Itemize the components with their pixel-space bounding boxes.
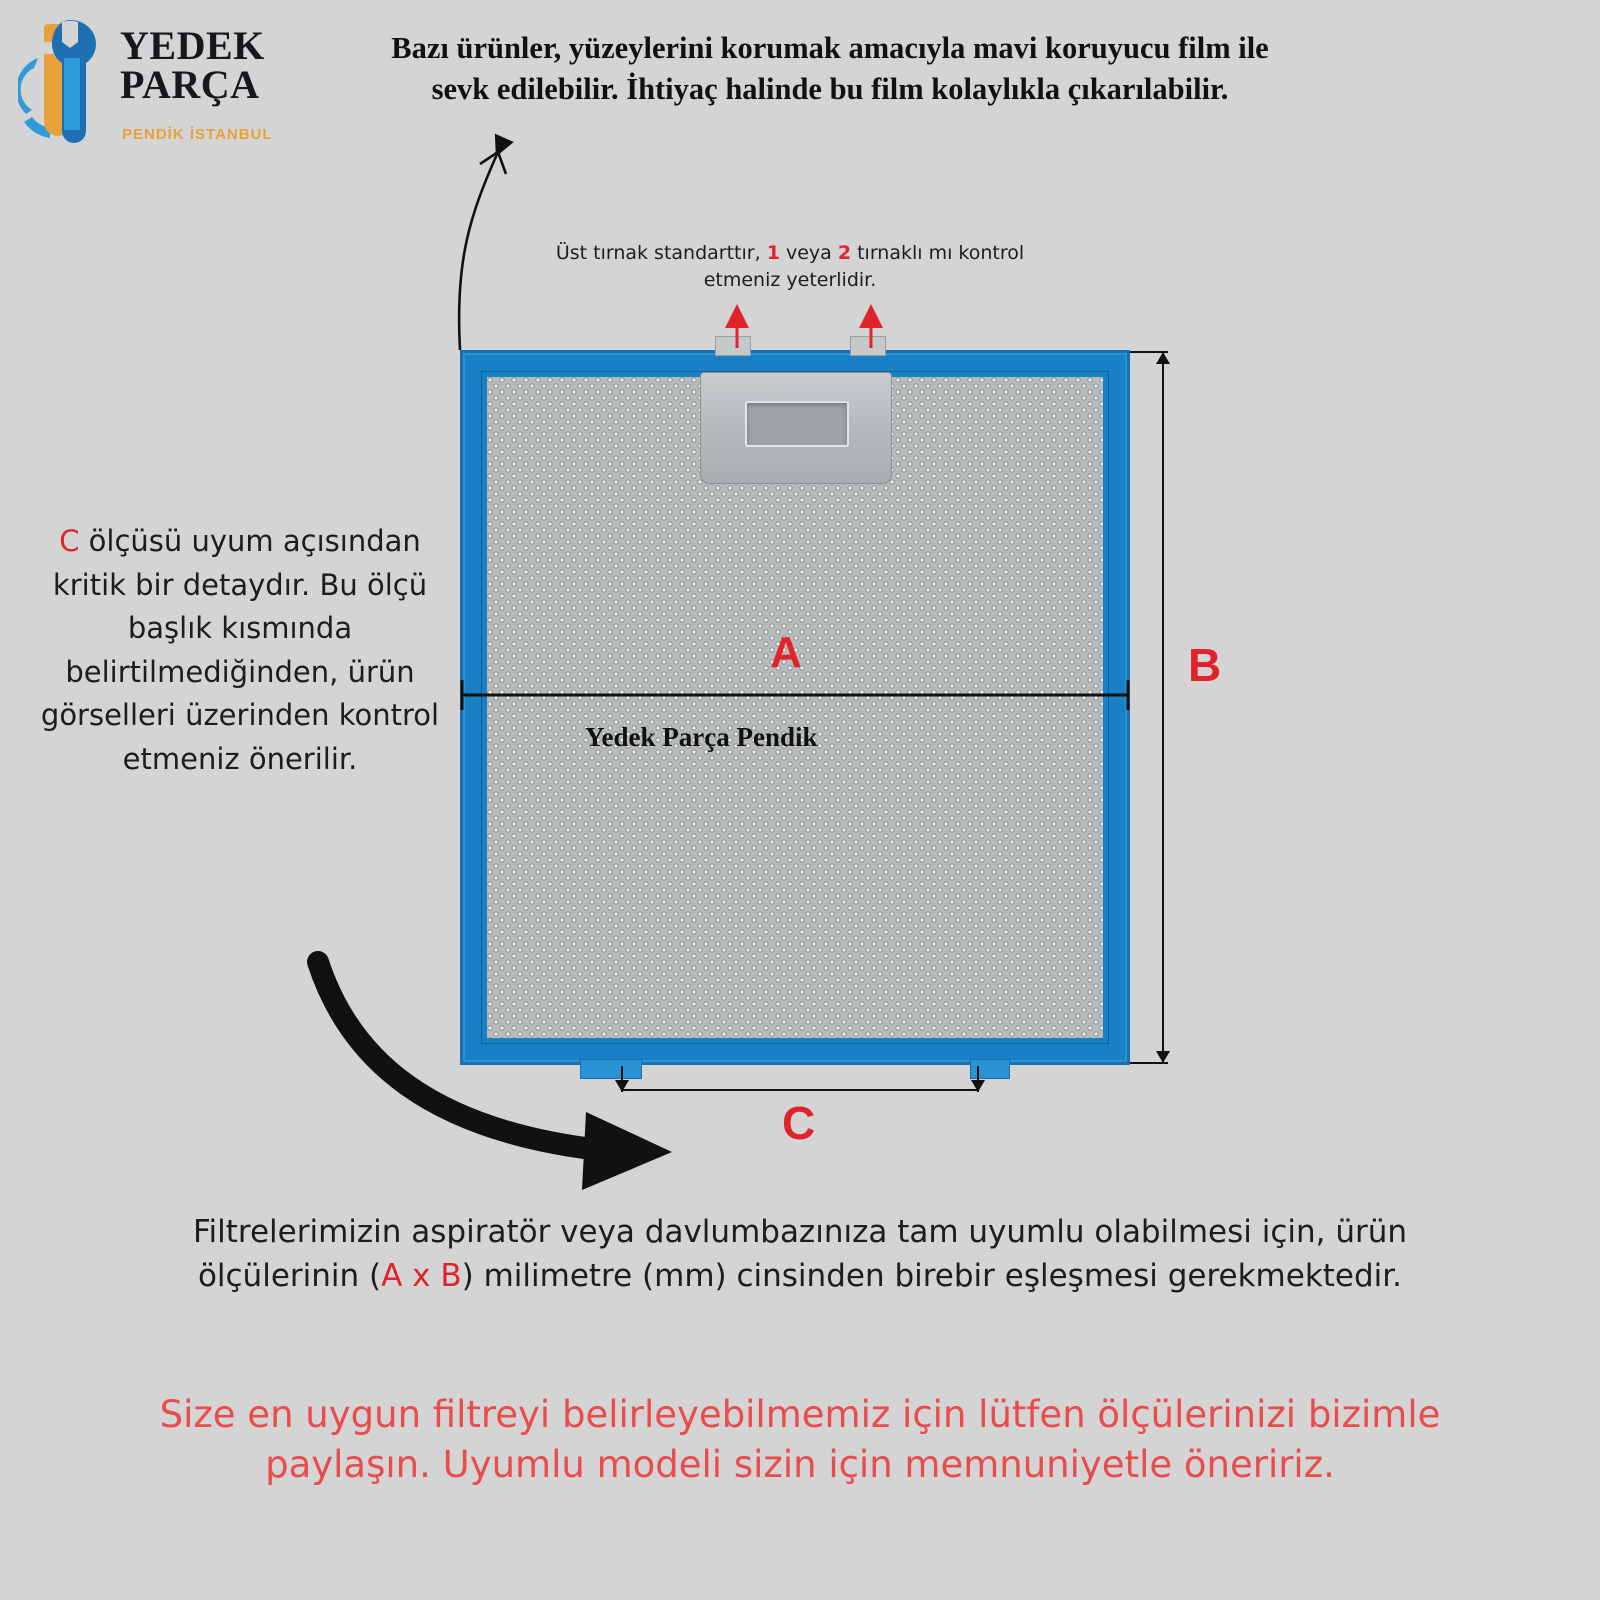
brand-name <box>120 23 265 108</box>
left-note-highlight: C <box>59 524 80 558</box>
bottom-note-highlight: A x B <box>381 1258 462 1295</box>
filter-handle <box>700 372 892 484</box>
dimension-label-b: B <box>1188 639 1222 691</box>
brand-name-line2: PARÇA <box>120 62 260 108</box>
tab-note-part1: Üst tırnak standarttır, <box>555 242 767 264</box>
tab-note-num1: 1 <box>766 242 780 264</box>
tab-note-num2: 2 <box>837 242 852 264</box>
left-note-text: ölçüsü uyum açısından kritik bir detaydır. Bu ölçü başlık kısmında belirtilmediğinden, ürün görselleri üzerinden kontrol etmeniz önerilir. <box>40 524 440 776</box>
dimension-label-c: C <box>782 1097 816 1149</box>
tab-note <box>540 240 1040 294</box>
tab-note-part2: veya <box>779 242 838 264</box>
red-call-to-action: Size en uygun filtreyi belirleyebilmemiz için lütfen ölçülerinizi bizimle paylaşın. Uyumlu modeli sizin için memnuniyetle öneririz. <box>159 1393 1441 1486</box>
brand-subtitle: PENDİK İSTANBUL <box>122 126 273 143</box>
tab-note-part3: tırnaklı mı kontrol etmeniz yeterlidir. <box>703 242 1025 291</box>
filter-top-tab-2 <box>850 336 886 356</box>
bottom-note-part1: Filtrelerimizin aspiratör veya davlumbazınıza tam uyumlu olabilmesi için, ürün ölçülerinin ( <box>192 1214 1408 1295</box>
filter-bottom-tab-2 <box>970 1059 1010 1079</box>
filter-handle-slot <box>745 401 849 447</box>
brand-logo <box>18 14 348 154</box>
filter-illustration <box>460 350 1130 1065</box>
headline-text: Bazı ürünler, yüzeylerini korumak amacıyla mavi koruyucu film ile sevk edilebilir. İhtiyaç halinde bu film kolaylıkla çıkarılabilir. <box>391 31 1269 106</box>
left-note <box>40 520 440 781</box>
filter-top-tab-1 <box>715 336 751 356</box>
dimension-label-a: A <box>770 628 802 677</box>
wrench-gear-icon <box>18 18 118 146</box>
bottom-note <box>120 1210 1480 1298</box>
brand-name-line1: YEDEK <box>120 23 265 68</box>
filter-bottom-tab-1 <box>580 1059 642 1079</box>
watermark-text: Yedek Parça Pendik <box>585 722 818 752</box>
bottom-note-part2: ) milimetre (mm) cinsinden birebir eşleşmesi gerekmektedir. <box>461 1258 1403 1295</box>
